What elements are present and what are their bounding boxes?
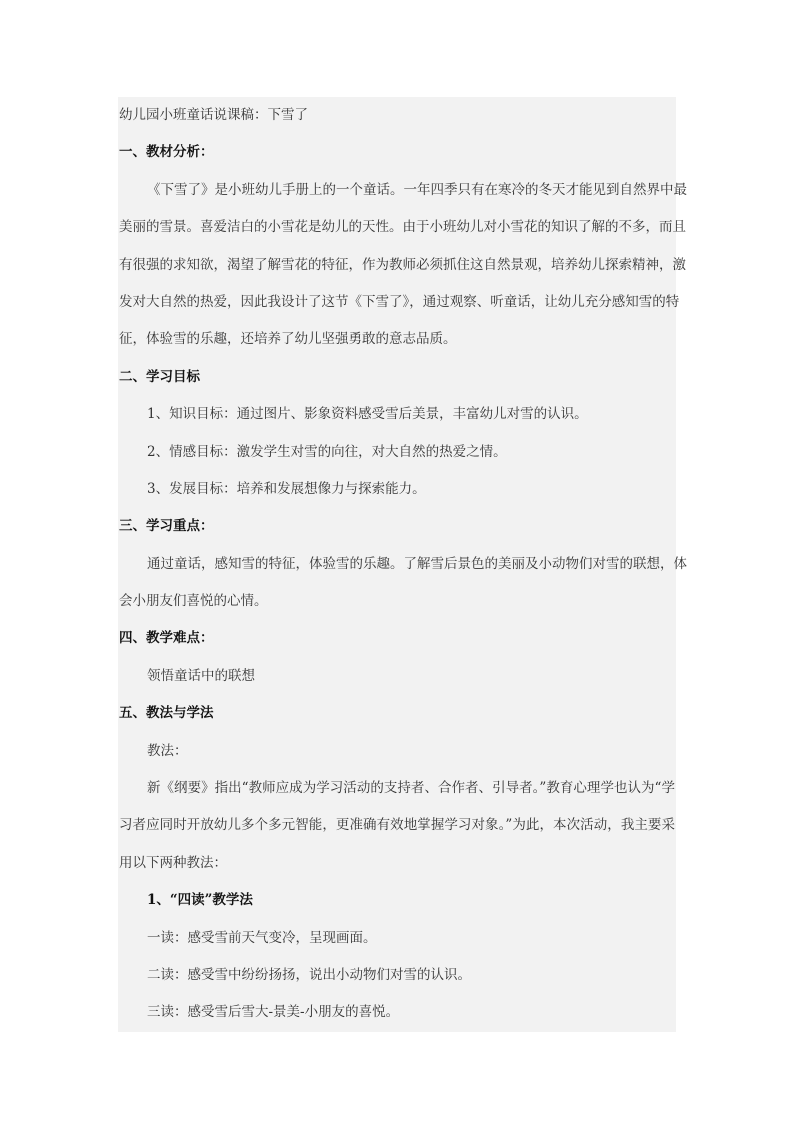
paragraph-line: 有很强的求知欲，渴望了解雪花的特征，作为教师必须抓住这自然景观，培养幼儿探索精神，激 — [119, 256, 686, 273]
method-heading: 1、“四读”教学法 — [147, 892, 253, 909]
section-heading: 一、教材分析： — [119, 144, 214, 161]
list-item: 1、知识目标：通过图片、影象资料感受雪后美景，丰富幼儿对雪的认识。 — [147, 406, 588, 423]
list-item: 2、情感目标：激发学生对雪的向往，对大自然的热爱之情。 — [147, 443, 507, 460]
document-page — [118, 97, 687, 1032]
paragraph-line: 发对大自然的热爱，因此我设计了这节《下雪了》，通过观察、听童话，让幼儿充分感知雪的特 — [119, 293, 680, 310]
paragraph-line: 征，体验雪的乐趣，还培养了幼儿坚强勇敢的意志品质。 — [119, 331, 457, 348]
step-item: 三读：感受雪后雪大-景美-小朋友的喜悦。 — [147, 1004, 400, 1021]
paragraph-line: 美丽的雪景。喜爱洁白的小雪花是幼儿的天性。由于小班幼儿对小雪花的知识了解的不多，而且 — [119, 219, 686, 236]
paragraph-line: 通过童话，感知雪的特征，体验雪的乐趣。了解雪后景色的美丽及小动物们对雪的联想，体 — [147, 555, 687, 572]
step-item: 二读：感受雪中纷纷扬扬，说出小动物们对雪的认识。 — [147, 966, 471, 983]
paragraph-line: 《下雪了》是小班幼儿手册上的一个童话。一年四季只有在寒冷的冬天才能见到自然界中最 — [147, 181, 687, 198]
section-heading: 二、学习目标 — [119, 368, 200, 385]
paragraph-line: 用以下两种教法： — [119, 854, 227, 871]
section-heading: 三、学习重点： — [119, 518, 214, 535]
paragraph-line: 习者应同时开放幼儿多个多元智能，更准确有效地掌握学习对象。”为此，本次活动，我主要采 — [119, 817, 675, 834]
sub-label: 教法： — [147, 742, 188, 759]
section-heading: 五、教法与学法 — [119, 705, 214, 722]
list-item: 3、发展目标：培养和发展想像力与探索能力。 — [147, 480, 426, 497]
paragraph-line: 新《纲要》指出“教师应成为学习活动的支持者、合作者、引导者。”教育心理学也认为“学 — [147, 780, 675, 797]
paragraph-line: 领悟童话中的联想 — [147, 667, 255, 684]
section-heading: 四、教学难点： — [119, 630, 214, 647]
paragraph-line: 会小朋友们喜悦的心情。 — [119, 593, 268, 610]
document-title: 幼儿园小班童话说课稿：下雪了 — [119, 107, 308, 123]
step-item: 一读：感受雪前天气变冷，呈现画面。 — [147, 929, 377, 946]
